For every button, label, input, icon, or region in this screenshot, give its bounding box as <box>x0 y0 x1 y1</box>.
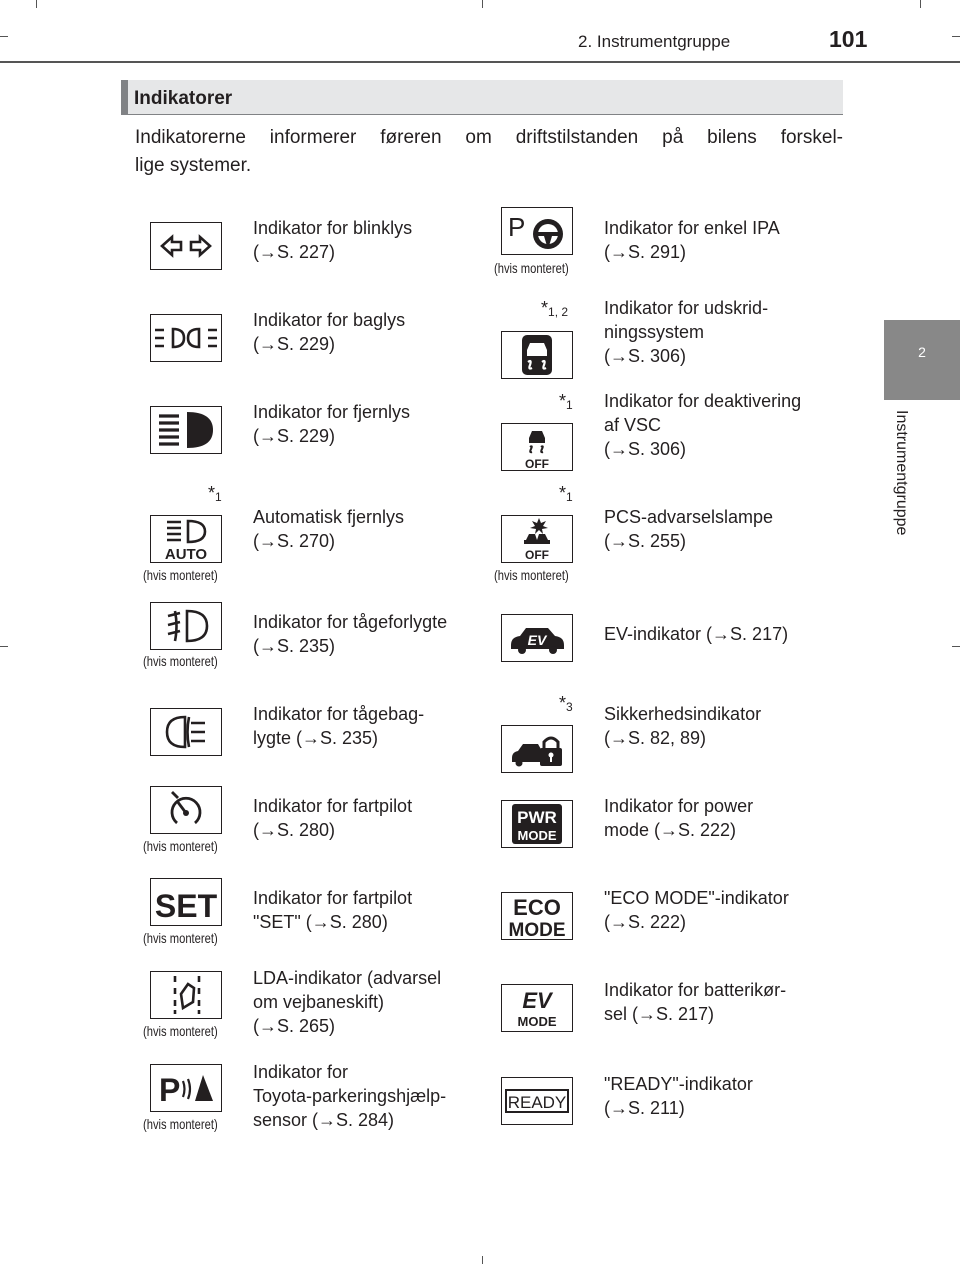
power-mode-icon <box>501 800 573 848</box>
description-line: Toyota-parkeringshjælp- <box>253 1086 447 1106</box>
ready-indicator-icon <box>501 1077 573 1125</box>
page-number: 101 <box>829 26 868 52</box>
description-line: Indikator for blinklys <box>253 218 413 238</box>
description-line: (→S. 222) <box>604 912 687 932</box>
description-line: (→S. 265) <box>253 1016 336 1036</box>
front-fog-light-icon <box>150 602 222 650</box>
pcs-warning-icon <box>501 515 573 563</box>
description-line: (→S. 82, 89) <box>604 728 707 748</box>
indicator-description <box>604 216 780 264</box>
svg-text:P: P <box>508 212 526 242</box>
description-line: (→S. 280) <box>253 820 336 840</box>
parking-assist-icon <box>150 1064 222 1112</box>
indicator-description <box>253 886 412 934</box>
footnote-marker: $*_{1, 2}$ <box>541 298 569 319</box>
indicator-description <box>604 702 761 750</box>
description-line: (→S. 211) <box>604 1098 685 1118</box>
if-equipped-note: (hvis monteret) <box>143 930 218 946</box>
description-line: ningssystem <box>604 322 705 342</box>
svg-text:SET: SET <box>154 888 218 924</box>
indicator-description <box>604 505 773 553</box>
svg-text:READY: READY <box>507 1093 567 1112</box>
tail-light-icon <box>150 314 222 362</box>
description-line: Automatisk fjernlys <box>253 507 405 527</box>
description-line: (→S. 291) <box>604 242 687 262</box>
description-line: lygte (→S. 235) <box>253 728 379 748</box>
footnote-marker: $*_3$ <box>559 693 573 714</box>
description-line: Indikator for fartpilot <box>253 888 413 908</box>
indicator-description <box>253 610 447 658</box>
intro-line: lige systemer. <box>135 155 252 176</box>
chapter-tab-number: 2 <box>918 344 926 360</box>
description-line: (→S. 306) <box>604 346 687 366</box>
indicator-description <box>253 216 412 264</box>
description-line: (→S. 306) <box>604 439 687 459</box>
description-line: Indikator for tågebag- <box>253 704 425 724</box>
cruise-control-icon <box>150 786 222 834</box>
svg-text:OFF: OFF <box>525 457 549 470</box>
if-equipped-note: (hvis monteret) <box>143 653 218 669</box>
description-line: (→S. 227) <box>253 242 336 262</box>
ev-indicator-icon <box>501 614 573 662</box>
description-line: Indikator for batterikør- <box>604 980 787 1000</box>
crop-mark <box>0 36 8 37</box>
description-line: mode (→S. 222) <box>604 820 737 840</box>
description-line: EV-indikator (→S. 217) <box>604 624 789 644</box>
indicator-description <box>604 296 768 368</box>
svg-text:EV: EV <box>522 988 552 1013</box>
intro-paragraph <box>135 124 843 180</box>
turn-signal-icon <box>150 222 222 270</box>
security-indicator-icon <box>501 725 573 773</box>
indicator-description <box>604 886 789 934</box>
intro-line: Indikatorerne informerer føreren om driftstilstanden på bilens forskel- <box>135 127 843 148</box>
header-rule <box>0 61 960 63</box>
if-equipped-note: (hvis monteret) <box>143 1023 218 1039</box>
footnote-marker: $*_1$ <box>559 483 573 504</box>
description-line: (→S. 270) <box>253 531 336 551</box>
description-line: sensor (→S. 284) <box>253 1110 395 1130</box>
indicator-description <box>604 622 788 646</box>
indicator-description <box>253 505 404 553</box>
description-line: (→S. 235) <box>253 636 336 656</box>
svg-text:P: P <box>159 1072 181 1108</box>
crop-mark <box>482 1256 483 1264</box>
indicator-description <box>604 1072 753 1120</box>
description-line: "READY"-indikator <box>604 1074 753 1094</box>
auto-high-beam-icon <box>150 515 222 563</box>
indicator-description <box>253 308 405 356</box>
indicator-description <box>253 400 410 448</box>
description-line: Indikator for deaktivering <box>604 391 802 411</box>
crop-mark <box>36 0 37 8</box>
description-line: Indikator for power <box>604 796 754 816</box>
description-line: Indikator for tågeforlygte <box>253 612 448 632</box>
description-line: af VSC <box>604 415 662 435</box>
rear-fog-light-icon <box>150 708 222 756</box>
indicator-description <box>253 1060 446 1132</box>
ev-mode-icon <box>501 984 573 1032</box>
description-line: (→S. 255) <box>604 531 687 551</box>
lane-departure-icon <box>150 971 222 1019</box>
description-line: "SET" (→S. 280) <box>253 912 388 932</box>
section-heading <box>121 80 843 115</box>
svg-text:AUTO: AUTO <box>164 546 208 562</box>
indicator-description <box>253 966 441 1038</box>
description-line: LDA-indikator (advarsel <box>253 968 442 988</box>
high-beam-icon <box>150 406 222 454</box>
if-equipped-note: (hvis monteret) <box>143 1116 218 1132</box>
svg-text:ECO: ECO <box>513 895 561 920</box>
svg-text:MODE: MODE <box>517 1014 557 1029</box>
crop-mark <box>920 0 921 8</box>
svg-text:MODE: MODE <box>517 828 557 843</box>
description-line: PCS-advarselslampe <box>604 507 774 527</box>
if-equipped-note: (hvis monteret) <box>143 567 218 583</box>
slip-indicator-icon <box>501 331 573 379</box>
crop-mark <box>952 646 960 647</box>
description-line: Indikator for enkel IPA <box>604 218 780 238</box>
cruise-set-icon <box>150 878 222 926</box>
indicator-description <box>253 702 424 750</box>
indicator-description <box>604 978 786 1026</box>
description-line: sel (→S. 217) <box>604 1004 715 1024</box>
description-line: Indikator for fartpilot <box>253 796 413 816</box>
chapter-tab <box>884 320 960 400</box>
chapter-tab-label-text: Instrumentgruppe <box>893 410 910 536</box>
description-line: Indikator for udskrid- <box>604 298 769 318</box>
simple-ipa-icon <box>501 207 573 255</box>
section-title: Indikatorer <box>134 88 233 109</box>
crop-mark <box>482 0 483 8</box>
description-line: om vejbaneskift) <box>253 992 385 1012</box>
crop-mark <box>0 646 8 647</box>
running-header-chapter: 2. Instrumentgruppe <box>578 32 731 51</box>
description-line: Indikator for fjernlys <box>253 402 411 422</box>
section-rule <box>121 114 843 115</box>
svg-text:MODE: MODE <box>508 920 566 939</box>
description-line: Indikator for baglys <box>253 310 406 330</box>
footnote-marker: $*_1$ <box>208 483 222 504</box>
if-equipped-note: (hvis monteret) <box>143 838 218 854</box>
section-accent <box>121 80 128 115</box>
if-equipped-note: (hvis monteret) <box>494 567 569 583</box>
indicator-description <box>253 794 412 842</box>
description-line: Indikator for <box>253 1062 349 1082</box>
indicator-description <box>604 794 753 842</box>
description-line: Sikkerhedsindikator <box>604 704 762 724</box>
footnote-marker: $*_1$ <box>559 391 573 412</box>
eco-mode-icon <box>501 892 573 940</box>
crop-mark <box>952 36 960 37</box>
description-line: (→S. 229) <box>253 334 336 354</box>
if-equipped-note: (hvis monteret) <box>494 260 569 276</box>
description-line: (→S. 229) <box>253 426 336 446</box>
svg-text:EV: EV <box>527 632 547 648</box>
indicator-description <box>604 389 801 461</box>
chapter-tab-label <box>894 410 914 570</box>
vsc-off-icon <box>501 423 573 471</box>
svg-text:PWR: PWR <box>517 808 557 827</box>
svg-text:OFF: OFF <box>525 548 549 562</box>
description-line: "ECO MODE"-indikator <box>604 888 789 908</box>
